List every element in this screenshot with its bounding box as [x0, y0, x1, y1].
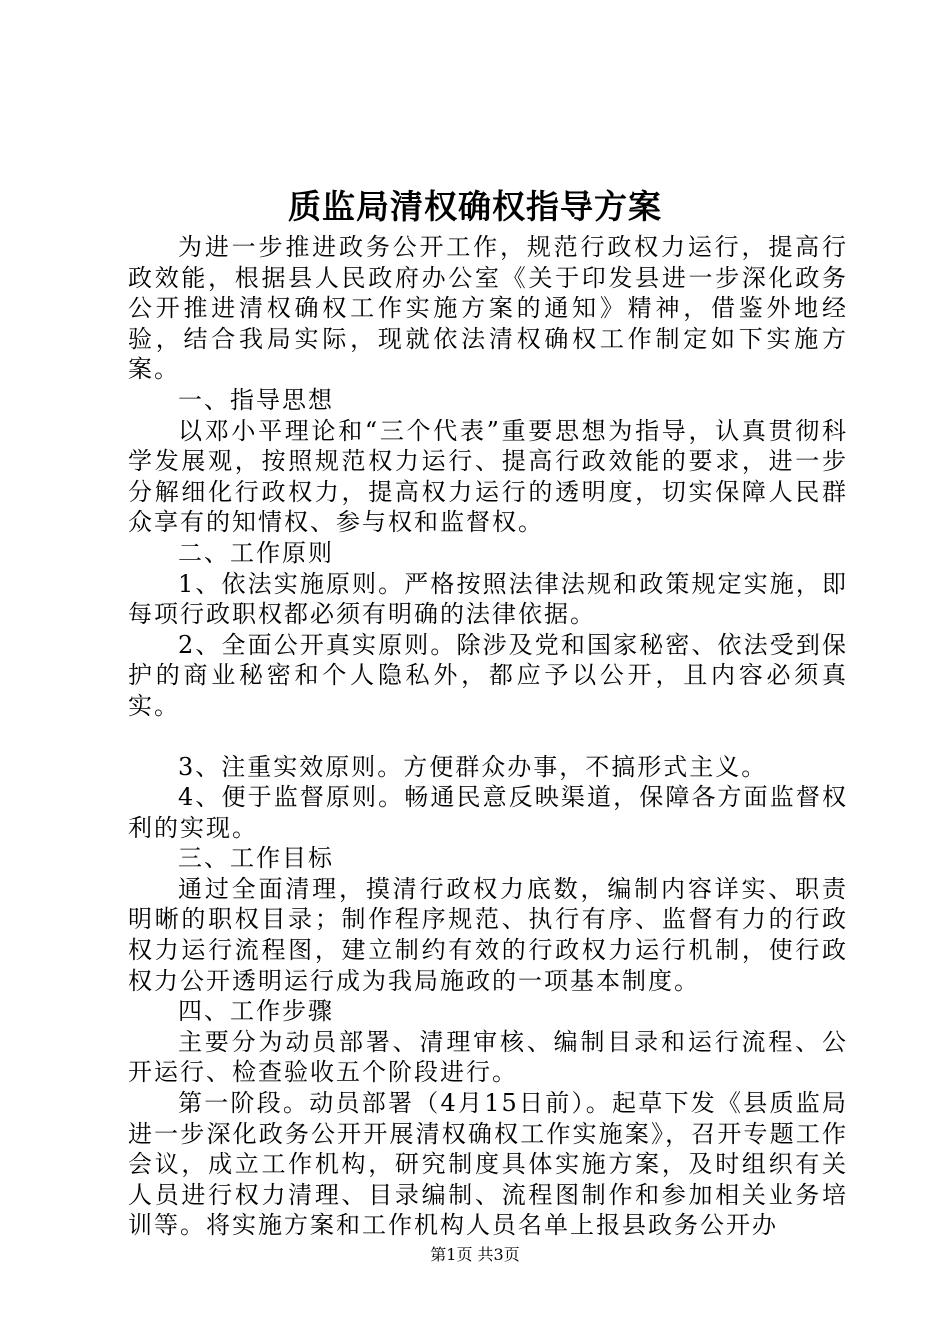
paragraph-stage-1: 第一阶段。动员部署（4月15日前）。起草下发《县质监局进一步深化政务公开开展清权确权工作实施案》，召开专题工作会议，成立工作机构，研究制度具体实施方案，及时组织有关人员进行权力清理、目录编制、流程图制作和参加相关业务培训等。将实施方案和工作机构人员名单上报县政务公开办	[128, 1089, 848, 1240]
page-number-footer: 第1页 共3页	[430, 1245, 520, 1264]
paragraph-guiding-thought: 以邓小平理论和“三个代表”重要思想为指导，认真贯彻科学发展观，按照规范权力运行、提高行政效能的要求，进一步分解细化行政权力，提高权力运行的透明度，切实保障人民群众享有的知情权、参与权和监督权。	[128, 416, 848, 537]
paragraph-intro: 为进一步推进政务公开工作，规范行政权力运行，提高行政效能，根据县人民政府办公室《关于印发县进一步深化政务公开推进清权确权工作实施方案的通知》精神，借鉴外地经验，结合我局实际，现就依法清权确权工作制定如下实施方案。	[128, 233, 848, 384]
section-heading-3: 三、工作目标	[178, 844, 334, 873]
paragraph-principle-3: 3、注重实效原则。方便群众办事，不搞形式主义。	[178, 752, 768, 781]
document-title: 质监局清权确权指导方案	[288, 187, 662, 226]
document-body	[128, 232, 848, 1241]
paragraph-work-goal: 通过全面清理，摸清行政权力底数，编制内容详实、职责明晰的职权目录；制作程序规范、执行有序、监督有力的行政权力运行流程图，建立制约有效的行政权力运行机制，使行政权力公开透明运行成为我局施政的一项基本制度。	[128, 874, 848, 995]
paragraph-principle-2: 2、全面公开真实原则。除涉及党和国家秘密、依法受到保护的商业秘密和个人隐私外，都应予以公开，且内容必须真实。	[128, 630, 848, 720]
paragraph-principle-4: 4、便于监督原则。畅通民意反映渠道，保障各方面监督权利的实现。	[128, 783, 848, 842]
section-heading-1: 一、指导思想	[178, 385, 334, 414]
paragraph-steps-overview: 主要分为动员部署、清理审核、编制目录和运行流程、公开运行、检查验收五个阶段进行。	[128, 1027, 848, 1087]
section-heading-4: 四、工作步骤	[178, 997, 334, 1026]
paragraph-principle-1: 1、依法实施原则。严格按照法律法规和政策规定实施，即每项行政职权都必须有明确的法律依据。	[128, 569, 848, 629]
section-heading-2: 二、工作原则	[178, 538, 334, 567]
